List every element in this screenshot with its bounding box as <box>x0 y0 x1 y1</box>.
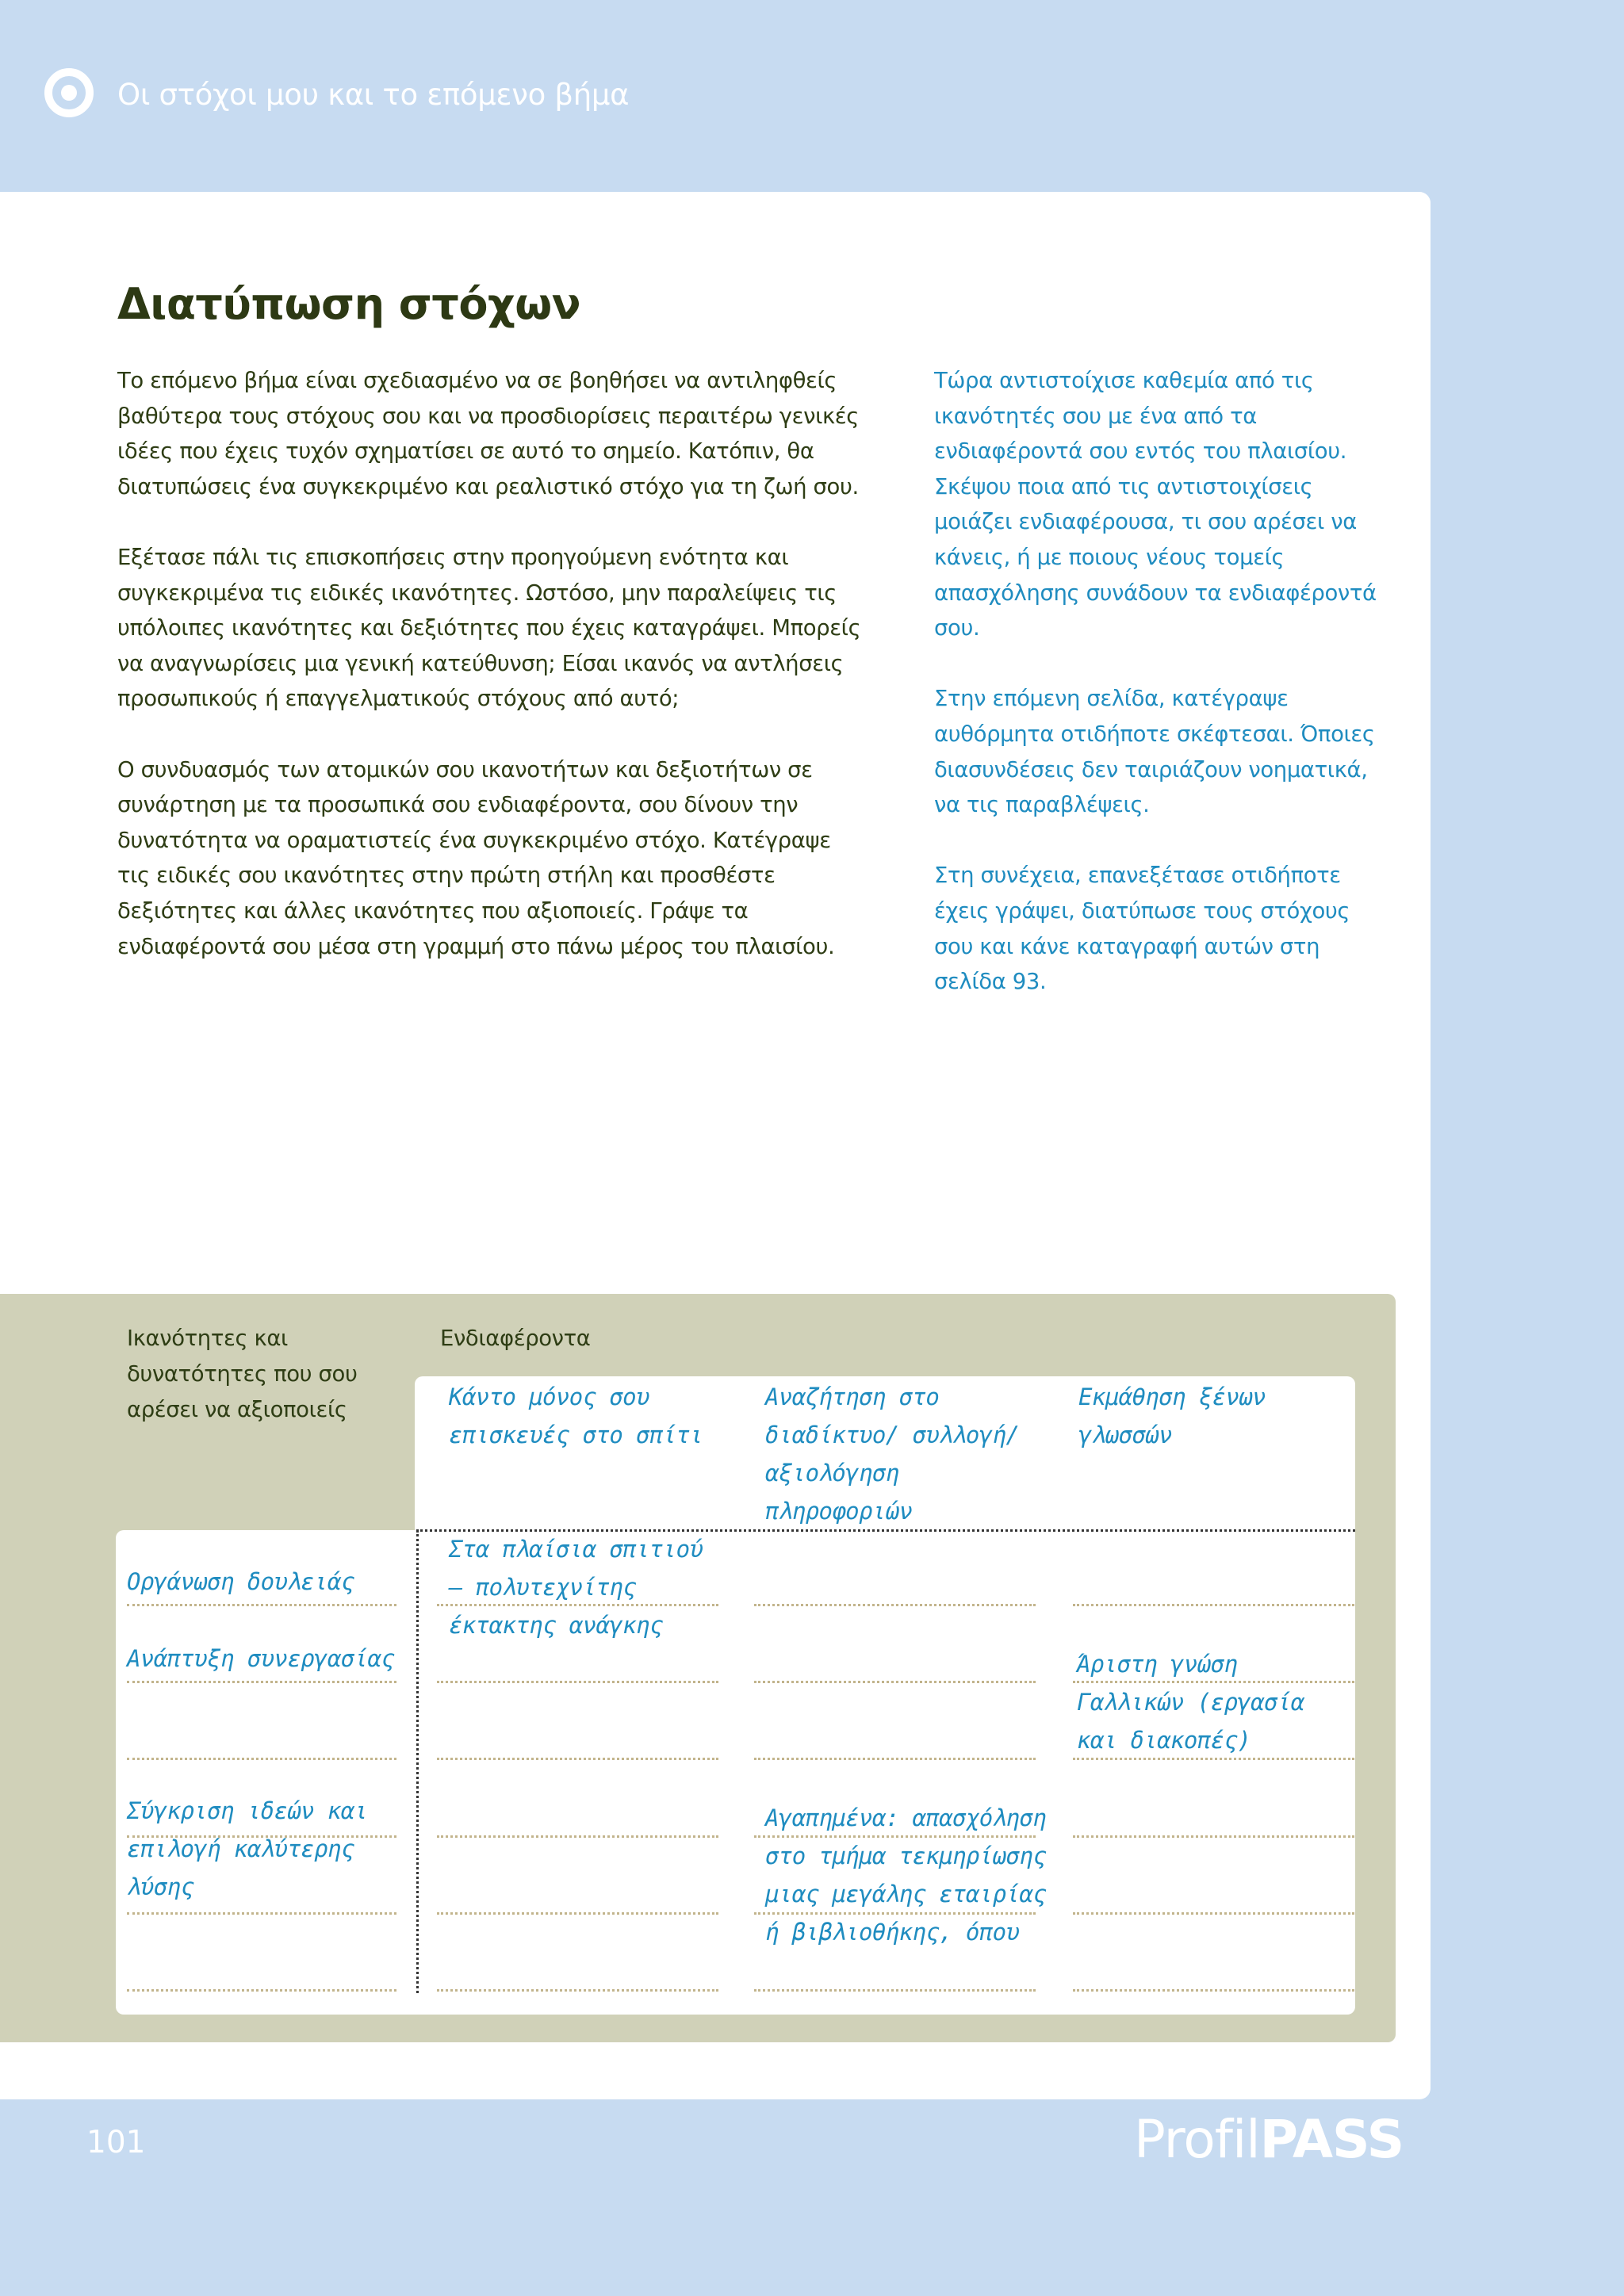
entry-line <box>754 1912 1036 1915</box>
brand-logo <box>1134 2109 1404 2170</box>
paragraph: Ο συνδυασμός των ατομικών σου ικανοτήτων και δεξιοτήτων σε συνάρτηση με τα προσωπικά σου ενδιαφέροντα, σου δίνουν την δυνατότητα να οραματιστείς ένα συγκεκριμένο στόχο. Κατέγραψε τις ειδικές σου ικανότητες στην πρώτη στήλη και προσθέστε δεξιότητες και άλλες ικανότητες που αξιοποιείς. Γράψε τα ενδιαφέροντά σου μέσα στη γραμμή στο πάνω μέρος του πλαισίου. <box>117 756 835 959</box>
entry-line <box>127 1681 396 1683</box>
brand-light: Profil <box>1134 2109 1260 2170</box>
skill-item: Ανάπτυξη συνεργασίας <box>127 1645 395 1672</box>
entry-line <box>1073 1989 1354 1992</box>
grid-divider-vertical <box>416 1530 419 1993</box>
skills-header: Ικανότητες και δυνατότητες που σου αρέσει να αξιοποιείς <box>127 1326 358 1422</box>
entry-line <box>754 1989 1036 1992</box>
entry-line <box>437 1604 718 1606</box>
entry-line <box>754 1835 1036 1838</box>
entry-line <box>1073 1912 1354 1915</box>
instructions-text <box>934 363 1378 1035</box>
entry-line <box>1073 1835 1354 1838</box>
entry-line <box>1073 1604 1354 1606</box>
entry-line <box>127 1604 396 1606</box>
entry-line <box>127 1835 396 1838</box>
skill-item: Σύγκριση ιδεών και επιλογή καλύτερης λύσης <box>127 1797 368 1900</box>
entry-line <box>1073 1681 1354 1683</box>
entry-line <box>127 1989 396 1992</box>
entry-text: Αγαπημένα: απασχόληση στο τμήμα τεκμηρίωσης μιας μεγάλης εταιρίας ή βιβλιοθήκης, όπου <box>765 1804 1047 1946</box>
paragraph: Το επόμενο βήμα είναι σχεδιασμένο να σε βοηθήσει να αντιληφθείς βαθύτερα τους στόχους σου και να προσδιορίσεις περαιτέρω γενικές ιδέες που έχεις τυχόν σχηματίσει σε αυτό το σημείο. Κατόπιν, θα διατυπώσεις ένα συγκεκριμένο και ρεαλιστικό στόχο για τη ζωή σου. <box>117 368 860 499</box>
paragraph: Τώρα αντιστοίχισε καθεμία από τις ικανότητές σου με ένα από τα ενδιαφέροντά σου εντός του πλαισίου. Σκέψου ποια από τις αντιστοιχίσεις μοιάζει ενδιαφέρουσα, τι σου αρέσει να κάνεις, ή με ποιους νέους τομείς απασχόλησης συνάδουν τα ενδιαφέροντά σου. <box>934 368 1377 641</box>
skill-item: Οργάνωση δουλειάς <box>127 1568 354 1595</box>
entry-line <box>127 1758 396 1760</box>
page-number: 101 <box>86 2125 146 2160</box>
entry-line <box>437 1912 718 1915</box>
entry-line <box>754 1681 1036 1683</box>
entry-text: Άριστη γνώση Γαλλικών (εργασία και διακοπές) <box>1077 1651 1304 1754</box>
section-title: Οι στόχοι μου και το επόμενο βήμα <box>117 78 630 112</box>
entry-line <box>437 1989 718 1992</box>
brand-bold: PASS <box>1259 2109 1404 2170</box>
target-icon <box>44 68 94 117</box>
interest-item: Αναζήτηση στο διαδίκτυο/ συλλογή/αξιολόγηση πληροφοριών <box>765 1383 1020 1525</box>
intro-text <box>117 363 863 1000</box>
interests-header: Ενδιαφέροντα <box>440 1326 591 1351</box>
entry-line <box>754 1604 1036 1606</box>
interest-item: Εκμάθηση ξένων γλωσσών <box>1078 1383 1266 1448</box>
entry-text: Στα πλαίσια σπιτιού – πολυτεχνίτης έκτακτης ανάγκης <box>449 1536 703 1639</box>
page-title: Διατύπωση στόχων <box>117 279 580 329</box>
interest-item: Κάντο μόνος σου επισκευές στο σπίτι <box>449 1383 703 1448</box>
skills-grid[interactable] <box>116 1530 1355 2015</box>
paragraph: Στην επόμενη σελίδα, κατέγραψε αυθόρμητα οτιδήποτε σκέφτεσαι. Όποιες διασυνδέσεις δεν ταιριάζουν νοηματικά, να τις παραβλέψεις. <box>934 686 1375 818</box>
paragraph: Εξέτασε πάλι τις επισκοπήσεις στην προηγούμενη ενότητα και συγκεκριμένα τις ειδικές ικανότητες. Ωστόσο, μην παραλείψεις τις υπόλοιπες ικανότητες και δεξιότητες που έχεις καταγράψει. Μπορείς να αναγνωρίσεις μια γενική κατεύθυνση; Είσαι ικανός να αντλήσεις προσωπικούς ή επαγγελματικούς στόχους από αυτό; <box>117 544 861 712</box>
entry-line <box>1073 1758 1354 1760</box>
entry-line <box>754 1758 1036 1760</box>
entry-line <box>437 1681 718 1683</box>
paragraph: Στη συνέχεια, επανεξέτασε οτιδήποτε έχεις γράψει, διατύπωσε τους στόχους σου και κάνε καταγραφή αυτών στη σελίδα 93. <box>934 863 1350 995</box>
entry-line <box>437 1835 718 1838</box>
entry-line <box>127 1912 396 1915</box>
entry-line <box>437 1758 718 1760</box>
page-header <box>0 0 1624 192</box>
